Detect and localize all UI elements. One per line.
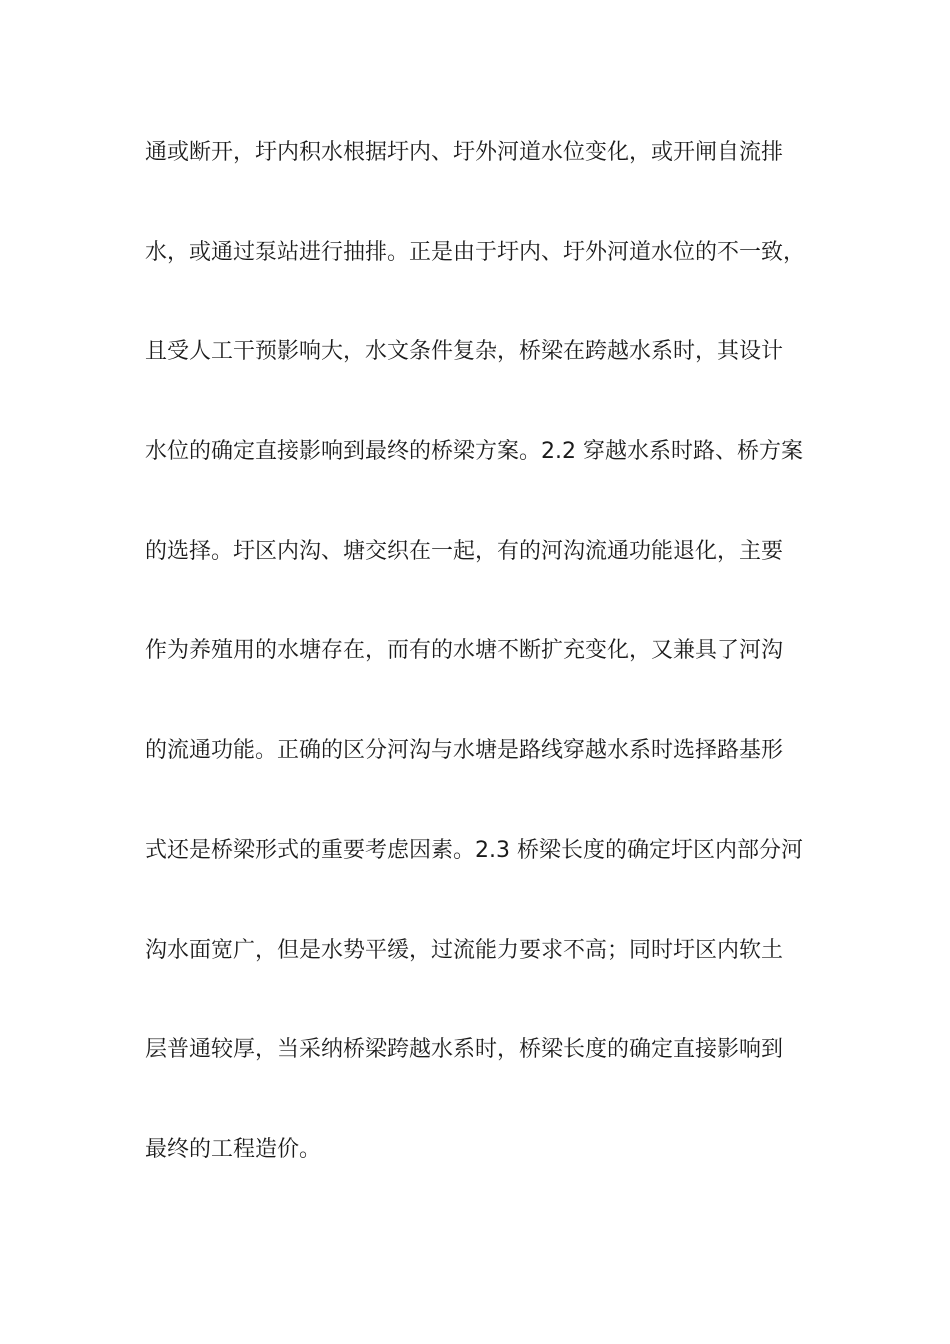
text-line: 式还是桥梁形式的重要考虑因素。2.3 桥梁长度的确定圩区内部分河 bbox=[145, 837, 803, 863]
text-line: 沟水面宽广，但是水势平缓，过流能力要求不高；同时圩区内软土 bbox=[145, 937, 784, 963]
text-line: 作为养殖用的水塘存在，而有的水塘不断扩充变化，又兼具了河沟 bbox=[145, 638, 784, 664]
text-line: 的流通功能。正确的区分河沟与水塘是路线穿越水系时选择路基形 bbox=[145, 738, 784, 764]
text-line: 通或断开，圩内积水根据圩内、圩外河道水位变化，或开闸自流排 bbox=[145, 140, 784, 165]
text-line: 水位的确定直接影响到最终的桥梁方案。2.2 穿越水系时路、桥方案 bbox=[145, 439, 803, 465]
text-line: 的选择。圩区内沟、塘交织在一起，有的河沟流通功能退化，主要 bbox=[145, 538, 784, 564]
body-paragraph bbox=[145, 128, 825, 1225]
text-line: 层普通较厚，当采纳桥梁跨越水系时，桥梁长度的确定直接影响到 bbox=[145, 1037, 784, 1063]
text-line: 最终的工程造价。 bbox=[145, 1136, 322, 1162]
text-line: 水，或通过泵站进行抽排。正是由于圩内、圩外河道水位的不一致， bbox=[145, 239, 806, 265]
text-line: 且受人工干预影响大，水文条件复杂，桥梁在跨越水系时，其设计 bbox=[145, 339, 784, 365]
